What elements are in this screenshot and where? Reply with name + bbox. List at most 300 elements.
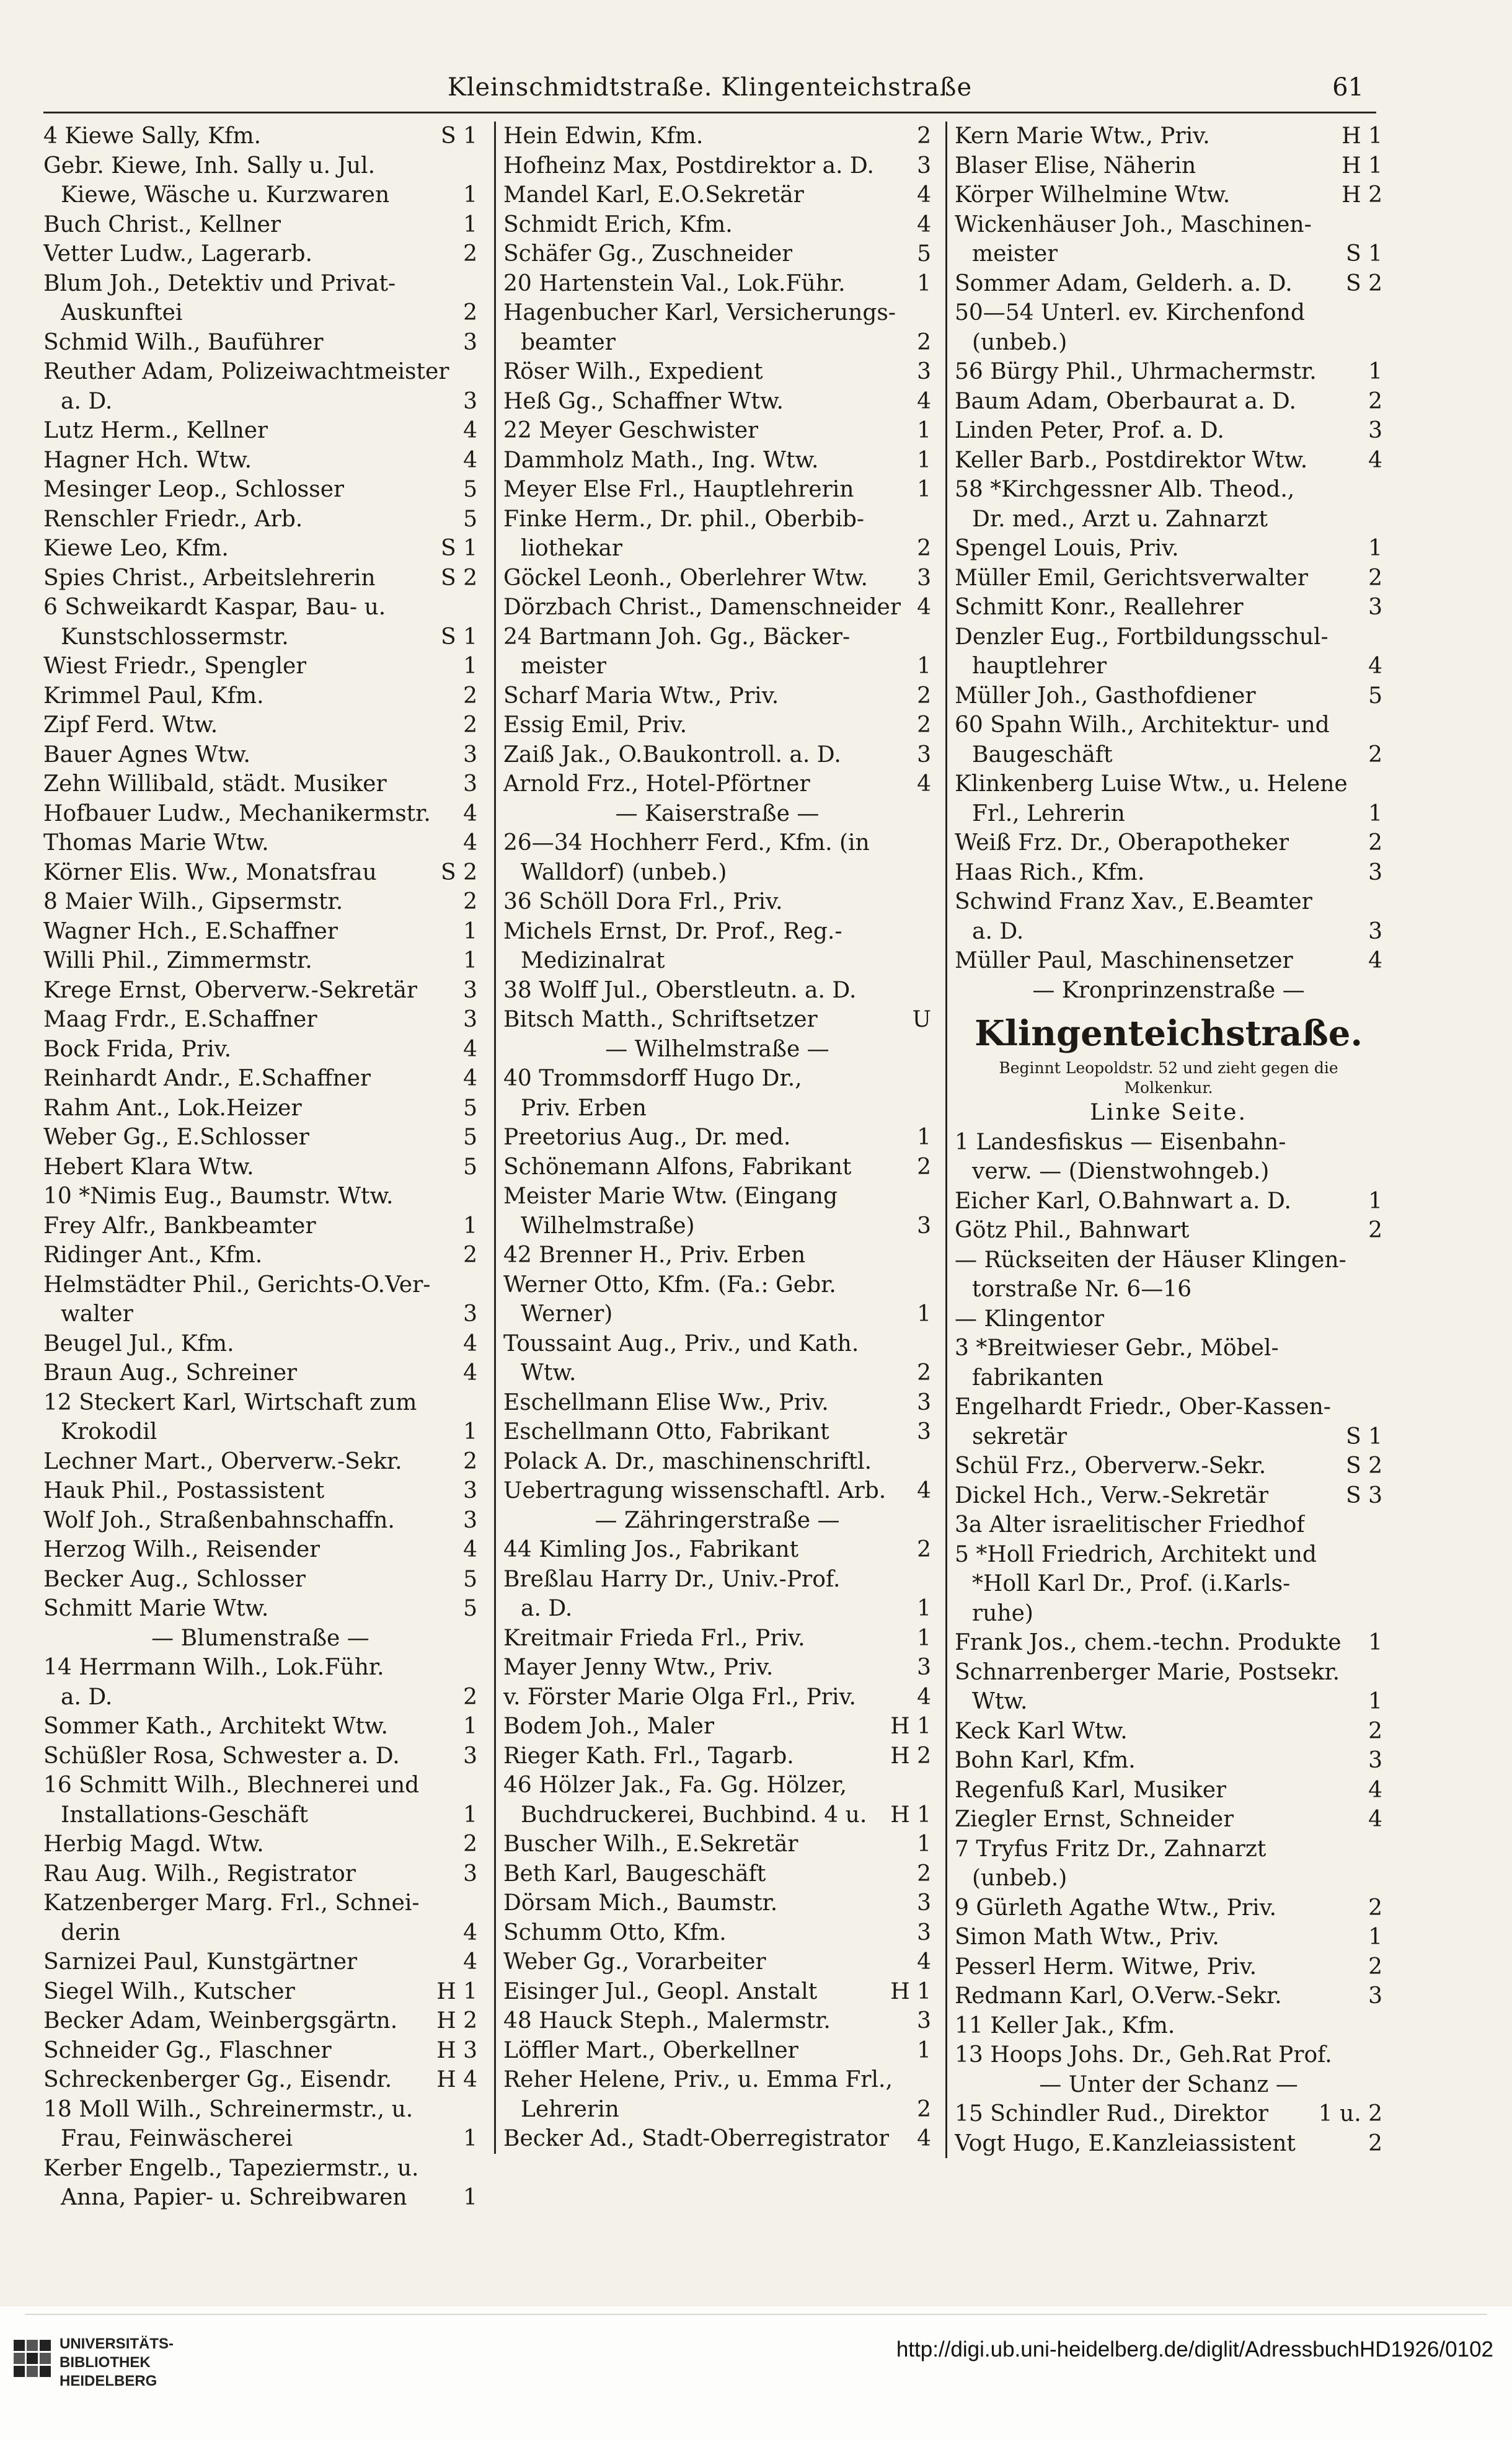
directory-entry bbox=[43, 1447, 477, 1477]
entry-text: ruhe) bbox=[972, 1600, 1033, 1626]
street-divider bbox=[503, 799, 931, 829]
entry-text: Frank Jos., chem.-techn. Produkte bbox=[955, 1630, 1342, 1655]
directory-entry bbox=[503, 887, 931, 917]
entry-text: Vetter Ludw., Lagerarb. bbox=[43, 241, 312, 267]
entry-location: 1 bbox=[917, 1125, 931, 1150]
entry-text: *Holl Karl Dr., Prof. (i.Karls- bbox=[972, 1571, 1291, 1596]
source-url-link[interactable]: http://digi.ub.uni-heidelberg.de/diglit/AdressbuchHD1926/0102 bbox=[896, 2337, 1493, 2362]
entry-text: Dr. med., Arzt u. Zahnarzt bbox=[972, 506, 1268, 532]
directory-entry bbox=[955, 357, 1382, 387]
directory-columns bbox=[43, 122, 1389, 2229]
directory-entry bbox=[503, 1270, 931, 1300]
entry-text: Körper Wilhelmine Wtw. bbox=[955, 182, 1231, 208]
entry-location: 3 bbox=[1368, 418, 1382, 443]
entry-text: Vogt Hugo, E.Kanzleiassistent bbox=[955, 2130, 1296, 2156]
entry-location: 3 bbox=[463, 771, 477, 797]
footer bbox=[0, 2306, 1512, 2439]
entry-text: — Klingentor bbox=[955, 1306, 1105, 1332]
logo-line: UNIVERSITÄTS- bbox=[60, 2335, 174, 2352]
entry-location: S 2 bbox=[440, 859, 477, 885]
entry-text: Katzenberger Marg. Frl., Schnei- bbox=[43, 1890, 420, 1916]
entry-text: a. D. bbox=[972, 918, 1024, 944]
entry-text: Wtw. bbox=[521, 1360, 577, 1386]
entry-location: 3 bbox=[917, 1389, 931, 1415]
entry-text: 5 *Holl Friedrich, Architekt und bbox=[955, 1541, 1317, 1567]
entry-location: 1 bbox=[1368, 800, 1382, 826]
entry-text: Renschler Friedr., Arb. bbox=[43, 506, 303, 532]
entry-text: Müller Joh., Gasthofdiener bbox=[955, 683, 1256, 709]
entry-text: Walldorf) (unbeb.) bbox=[521, 859, 727, 885]
entry-location: 1 u. 2 bbox=[1318, 2101, 1382, 2127]
entry-location: 4 bbox=[463, 1919, 477, 1945]
entry-location: H 1 bbox=[1342, 123, 1382, 149]
directory-entry bbox=[955, 1392, 1382, 1422]
page-number: 61 bbox=[1332, 73, 1364, 102]
directory-entry bbox=[503, 1535, 931, 1565]
directory-entry bbox=[503, 622, 931, 652]
entry-location: S 3 bbox=[1345, 1482, 1382, 1508]
directory-entry bbox=[43, 976, 477, 1006]
entry-location: 1 bbox=[463, 653, 477, 679]
directory-entry bbox=[503, 976, 931, 1006]
directory-entry bbox=[955, 1687, 1382, 1717]
directory-entry bbox=[955, 1746, 1382, 1776]
entry-location: 4 bbox=[463, 1949, 477, 1975]
entry-text: liothekar bbox=[521, 536, 623, 561]
directory-entry bbox=[955, 1805, 1382, 1835]
directory-entry bbox=[43, 799, 477, 829]
entry-location: 2 bbox=[463, 241, 477, 267]
directory-entry bbox=[503, 1182, 931, 1211]
directory-entry bbox=[503, 1064, 931, 1094]
entry-text: Weber Gg., Vorarbeiter bbox=[503, 1949, 766, 1975]
page-title: Kleinschmidtstraße. Klingenteichstraße bbox=[447, 73, 973, 102]
entry-location: 2 bbox=[1368, 565, 1382, 591]
entry-location: 1 bbox=[917, 447, 931, 473]
entry-location: 5 bbox=[463, 1095, 477, 1121]
directory-entry bbox=[43, 1064, 477, 1094]
entry-location: 1 bbox=[917, 418, 931, 443]
directory-entry bbox=[43, 681, 477, 711]
entry-location: S 1 bbox=[440, 123, 477, 149]
directory-entry bbox=[43, 1035, 477, 1065]
entry-text: — Zähringerstraße — bbox=[595, 1507, 840, 1533]
entry-location: 4 bbox=[463, 418, 477, 443]
entry-location: 3 bbox=[463, 1743, 477, 1769]
directory-entry bbox=[955, 475, 1382, 505]
directory-entry bbox=[955, 1717, 1382, 1746]
entry-location: 4 bbox=[463, 800, 477, 826]
entry-location: 1 bbox=[463, 1714, 477, 1739]
directory-entry bbox=[955, 210, 1382, 240]
entry-text: 38 Wolff Jul., Oberstleutn. a. D. bbox=[503, 977, 857, 1003]
directory-entry bbox=[503, 328, 931, 358]
entry-text: Werner Otto, Kfm. (Fa.: Gebr. bbox=[503, 1272, 836, 1298]
entry-location: 4 bbox=[917, 1478, 931, 1503]
street-divider bbox=[955, 2070, 1382, 2100]
directory-entry bbox=[43, 622, 477, 652]
entry-text: Hauk Phil., Postassistent bbox=[43, 1478, 325, 1503]
entry-location: 4 bbox=[917, 1949, 931, 1975]
directory-entry bbox=[955, 1599, 1382, 1629]
directory-entry bbox=[503, 1653, 931, 1683]
entry-text: Müller Paul, Maschinensetzer bbox=[955, 948, 1293, 973]
entry-location: 2 bbox=[1368, 1895, 1382, 1921]
entry-text: 48 Hauck Steph., Malermstr. bbox=[503, 2008, 831, 2034]
entry-text: meister bbox=[972, 241, 1058, 267]
directory-entry bbox=[503, 564, 931, 593]
directory-entry bbox=[43, 1859, 477, 1889]
directory-entry bbox=[955, 1187, 1382, 1216]
entry-text: Frl., Lehrerin bbox=[972, 800, 1125, 826]
entry-text: a. D. bbox=[61, 1684, 113, 1710]
entry-location: 4 bbox=[917, 211, 931, 237]
directory-entry bbox=[955, 1481, 1382, 1511]
street-divider bbox=[503, 1035, 931, 1065]
entry-text: Spies Christ., Arbeitslehrerin bbox=[43, 565, 376, 591]
entry-location: 3 bbox=[917, 565, 931, 591]
logo-line: HEIDELBERG bbox=[60, 2373, 157, 2389]
entry-text: Körner Elis. Ww., Monatsfrau bbox=[43, 859, 377, 885]
entry-text: Baum Adam, Oberbaurat a. D. bbox=[955, 388, 1296, 414]
entry-location: S 1 bbox=[440, 624, 477, 650]
entry-text: Bock Frida, Priv. bbox=[43, 1036, 232, 1062]
entry-text: 9 Gürleth Agathe Wtw., Priv. bbox=[955, 1895, 1277, 1921]
directory-entry bbox=[503, 446, 931, 476]
directory-entry bbox=[503, 387, 931, 417]
entry-text: Sommer Adam, Gelderh. a. D. bbox=[955, 270, 1293, 296]
directory-entry bbox=[955, 1246, 1382, 1275]
directory-entry bbox=[955, 1157, 1382, 1187]
entry-text: Schönemann Alfons, Fabrikant bbox=[503, 1154, 852, 1180]
entry-location: 4 bbox=[917, 388, 931, 414]
entry-location: 4 bbox=[463, 1330, 477, 1357]
directory-entry bbox=[43, 446, 477, 476]
entry-text: fabrikanten bbox=[972, 1365, 1103, 1391]
directory-entry bbox=[503, 1241, 931, 1270]
entry-location: 4 bbox=[917, 595, 931, 620]
directory-entry bbox=[503, 180, 931, 210]
entry-location: 1 bbox=[917, 270, 931, 296]
entry-text: Dickel Hch., Verw.-Sekretär bbox=[955, 1482, 1269, 1508]
directory-entry bbox=[43, 1535, 477, 1565]
entry-text: Redmann Karl, O.Verw.-Sekr. bbox=[955, 1983, 1282, 2009]
library-logo-icon bbox=[12, 2339, 52, 2378]
directory-entry bbox=[43, 1182, 477, 1211]
entry-text: — Kaiserstraße — bbox=[615, 800, 820, 826]
directory-entry bbox=[955, 593, 1382, 622]
entry-text: Zaiß Jak., O.Baukontroll. a. D. bbox=[503, 741, 841, 768]
entry-location: 1 bbox=[917, 1301, 931, 1327]
directory-entry bbox=[955, 122, 1382, 151]
entry-text: 14 Herrmann Wilh., Lok.Führ. bbox=[43, 1655, 384, 1680]
entry-location: 2 bbox=[917, 2096, 931, 2122]
entry-text: Keller Barb., Postdirektor Wtw. bbox=[955, 447, 1308, 473]
entry-location: 3 bbox=[463, 388, 477, 414]
entry-location: H 2 bbox=[890, 1743, 931, 1769]
entry-location: 3 bbox=[463, 329, 477, 355]
entry-text: Herbig Magd. Wtw. bbox=[43, 1831, 264, 1857]
directory-entry bbox=[503, 858, 931, 888]
column-2 bbox=[494, 122, 931, 2154]
directory-entry bbox=[43, 1830, 477, 1859]
entry-text: (unbeb.) bbox=[972, 329, 1068, 355]
entry-text: Bauer Agnes Wtw. bbox=[43, 741, 250, 768]
entry-text: 46 Hölzer Jak., Fa. Gg. Hölzer, bbox=[503, 1773, 847, 1798]
entry-location: 4 bbox=[1368, 1807, 1382, 1832]
directory-entry bbox=[503, 652, 931, 681]
entry-location: 2 bbox=[1368, 741, 1382, 768]
directory-entry bbox=[955, 1835, 1382, 1864]
entry-location: 4 bbox=[917, 182, 931, 208]
entry-location: 1 bbox=[917, 1596, 931, 1621]
entry-text: 12 Steckert Karl, Wirtschaft zum bbox=[43, 1389, 417, 1415]
entry-text: Arnold Frz., Hotel-Pförtner bbox=[503, 771, 810, 797]
entry-text: 10 *Nimis Eug., Baumstr. Wtw. bbox=[43, 1184, 394, 1209]
entry-text: Kern Marie Wtw., Priv. bbox=[955, 123, 1210, 149]
entry-text: Buchdruckerei, Buchbind. 4 u. bbox=[521, 1802, 867, 1828]
entry-location: 2 bbox=[917, 1537, 931, 1562]
directory-entry bbox=[43, 1476, 477, 1506]
entry-text: Reuther Adam, Polizeiwachtmeister bbox=[43, 359, 449, 384]
entry-location: 1 bbox=[917, 2037, 931, 2063]
entry-location: S 2 bbox=[1345, 1453, 1382, 1479]
entry-location: H 2 bbox=[436, 2008, 477, 2034]
directory-entry bbox=[955, 534, 1382, 564]
entry-text: Kerber Engelb., Tapeziermstr., u. bbox=[43, 2155, 419, 2181]
entry-text: 16 Schmitt Wilh., Blechnerei und bbox=[43, 1773, 420, 1798]
entry-location: H 1 bbox=[890, 1802, 931, 1828]
directory-entry bbox=[955, 681, 1382, 711]
entry-text: Ridinger Ant., Kfm. bbox=[43, 1242, 263, 1268]
entry-location: 4 bbox=[463, 447, 477, 473]
entry-text: Michels Ernst, Dr. Prof., Reg.- bbox=[503, 918, 842, 944]
directory-entry bbox=[43, 593, 477, 622]
entry-location: 2 bbox=[917, 1154, 931, 1180]
directory-entry bbox=[503, 416, 931, 446]
entry-text: Eicher Karl, O.Bahnwart a. D. bbox=[955, 1188, 1291, 1214]
directory-entry bbox=[955, 446, 1382, 476]
entry-location: 3 bbox=[463, 1301, 477, 1327]
entry-text: Lutz Herm., Kellner bbox=[43, 418, 268, 443]
directory-entry bbox=[955, 1658, 1382, 1688]
directory-entry bbox=[503, 151, 931, 181]
directory-entry bbox=[43, 122, 477, 151]
directory-entry bbox=[503, 298, 931, 328]
entry-text: Kiewe Leo, Kfm. bbox=[43, 536, 229, 561]
entry-location: H 1 bbox=[890, 1978, 931, 2004]
directory-entry bbox=[43, 387, 477, 417]
directory-entry bbox=[955, 328, 1382, 358]
entry-text: 1 Landesfiskus — Eisenbahn- bbox=[955, 1129, 1286, 1155]
directory-entry bbox=[503, 1123, 931, 1153]
directory-entry bbox=[43, 858, 477, 888]
directory-entry bbox=[503, 710, 931, 740]
entry-text: Becker Adam, Weinbergsgärtn. bbox=[43, 2008, 398, 2034]
directory-entry bbox=[43, 298, 477, 328]
directory-entry bbox=[43, 1388, 477, 1418]
directory-entry bbox=[43, 1005, 477, 1035]
directory-entry bbox=[955, 710, 1382, 740]
entry-location: 1 bbox=[463, 918, 477, 944]
entry-text: Maag Frdr., E.Schaffner bbox=[43, 1007, 317, 1032]
entry-location: 1 bbox=[463, 948, 477, 973]
column-3 bbox=[945, 122, 1382, 2158]
entry-text: Schül Frz., Oberverw.-Sekr. bbox=[955, 1453, 1267, 1479]
entry-location: H 3 bbox=[436, 2037, 477, 2063]
directory-entry bbox=[43, 416, 477, 446]
directory-entry bbox=[503, 1859, 931, 1889]
entry-location: 4 bbox=[917, 1684, 931, 1710]
directory-entry bbox=[43, 534, 477, 564]
directory-entry bbox=[503, 210, 931, 240]
entry-text: Hebert Klara Wtw. bbox=[43, 1154, 254, 1180]
entry-text: Keck Karl Wtw. bbox=[955, 1718, 1128, 1744]
entry-text: Hofheinz Max, Postdirektor a. D. bbox=[503, 153, 874, 179]
entry-location: H 2 bbox=[1342, 182, 1382, 208]
directory-entry bbox=[955, 180, 1382, 210]
library-logo[interactable] bbox=[12, 2331, 211, 2412]
directory-entry bbox=[503, 917, 931, 947]
directory-entry bbox=[955, 622, 1382, 652]
entry-location: 2 bbox=[463, 712, 477, 738]
entry-location: 2 bbox=[1368, 388, 1382, 414]
entry-text: 8 Maier Wilh., Gipsermstr. bbox=[43, 889, 343, 914]
entry-text: Schreckenberger Gg., Eisendr. bbox=[43, 2067, 392, 2092]
entry-location: 5 bbox=[463, 1596, 477, 1621]
entry-location: 1 bbox=[1368, 1188, 1382, 1214]
entry-location: 4 bbox=[1368, 653, 1382, 679]
entry-text: Schumm Otto, Kfm. bbox=[503, 1919, 727, 1945]
entry-text: Thomas Marie Wtw. bbox=[43, 830, 269, 856]
directory-entry bbox=[955, 799, 1382, 829]
footer-divider bbox=[25, 2314, 1487, 2315]
entry-location: 3 bbox=[463, 1861, 477, 1887]
directory-entry bbox=[43, 210, 477, 240]
entry-text: Kreitmair Frieda Frl., Priv. bbox=[503, 1625, 805, 1651]
entry-text: Haas Rich., Kfm. bbox=[955, 859, 1145, 885]
entry-location: 2 bbox=[1368, 2130, 1382, 2156]
directory-entry bbox=[503, 1977, 931, 2007]
entry-text: Buch Christ., Kellner bbox=[43, 211, 281, 237]
directory-entry bbox=[503, 1329, 931, 1359]
entry-text: Weber Gg., E.Schlosser bbox=[43, 1125, 309, 1150]
entry-text: Frey Alfr., Bankbeamter bbox=[43, 1213, 316, 1239]
directory-entry bbox=[43, 652, 477, 681]
entry-location: 2 bbox=[917, 123, 931, 149]
directory-entry bbox=[955, 2129, 1382, 2159]
column-3-bottom bbox=[955, 1128, 1382, 2159]
directory-entry bbox=[955, 1363, 1382, 1393]
directory-entry bbox=[503, 681, 931, 711]
entry-text: Wtw. bbox=[972, 1689, 1028, 1714]
entry-text: Weiß Frz. Dr., Oberapotheker bbox=[955, 830, 1289, 856]
entry-location: 5 bbox=[463, 1566, 477, 1592]
entry-location: 2 bbox=[917, 712, 931, 738]
entry-text: Rau Aug. Wilh., Registrator bbox=[43, 1861, 356, 1887]
directory-entry bbox=[955, 1952, 1382, 1982]
entry-location: 1 bbox=[463, 1419, 477, 1445]
entry-text: Regenfuß Karl, Musiker bbox=[955, 1777, 1227, 1803]
entry-text: Finke Herm., Dr. phil., Oberbib- bbox=[503, 506, 865, 532]
entry-location: 4 bbox=[463, 1066, 477, 1091]
entry-location: 1 bbox=[463, 2185, 477, 2210]
entry-text: Buscher Wilh., E.Sekretär bbox=[503, 1831, 798, 1857]
entry-text: v. Förster Marie Olga Frl., Priv. bbox=[503, 1684, 857, 1710]
entry-location: 4 bbox=[463, 1036, 477, 1062]
directory-entry bbox=[955, 2011, 1382, 2041]
directory-entry bbox=[43, 1742, 477, 1771]
directory-entry bbox=[955, 1216, 1382, 1246]
entry-text: Schnarrenberger Marie, Postsekr. bbox=[955, 1659, 1340, 1685]
directory-entry bbox=[43, 946, 477, 976]
entry-text: Denzler Eug., Fortbildungsschul- bbox=[955, 624, 1329, 650]
directory-entry bbox=[955, 505, 1382, 534]
side-label: Linke Seite. bbox=[1090, 1100, 1247, 1125]
entry-location: 3 bbox=[917, 2008, 931, 2034]
entry-location: S 2 bbox=[1345, 270, 1382, 296]
entry-location: 3 bbox=[1368, 918, 1382, 944]
directory-entry bbox=[43, 269, 477, 299]
entry-location: 2 bbox=[917, 683, 931, 709]
directory-entry bbox=[503, 239, 931, 269]
entry-text: verw. — (Dienstwohngeb.) bbox=[972, 1159, 1270, 1184]
directory-entry bbox=[955, 946, 1382, 976]
entry-text: Zehn Willibald, städt. Musiker bbox=[43, 771, 387, 797]
entry-location: 3 bbox=[917, 1419, 931, 1445]
entry-text: Beugel Jul., Kfm. bbox=[43, 1330, 234, 1357]
directory-entry bbox=[955, 828, 1382, 858]
directory-entry bbox=[503, 1388, 931, 1418]
entry-text: 3a Alter israelitischer Friedhof bbox=[955, 1512, 1305, 1538]
directory-entry bbox=[955, 740, 1382, 770]
entry-text: Sarnizei Paul, Kunstgärtner bbox=[43, 1949, 358, 1975]
entry-location: 4 bbox=[917, 2126, 931, 2151]
entry-text: Mayer Jenny Wtw., Priv. bbox=[503, 1655, 774, 1680]
directory-entry bbox=[43, 828, 477, 858]
directory-entry bbox=[503, 1888, 931, 1918]
entry-text: Bodem Joh., Maler bbox=[503, 1714, 715, 1739]
logo-line: BIBLIOTHEK bbox=[60, 2354, 151, 2371]
street-note: Beginnt Leopoldstr. 52 und zieht gegen die Molkenkur. bbox=[999, 1059, 1338, 1097]
entry-text: Sommer Kath., Architekt Wtw. bbox=[43, 1714, 388, 1739]
entry-text: Wagner Hch., E.Schaffner bbox=[43, 918, 338, 944]
entry-text: Siegel Wilh., Kutscher bbox=[43, 1978, 295, 2004]
entry-location: 3 bbox=[917, 1655, 931, 1680]
entry-text: Meyer Else Frl., Hauptlehrerin bbox=[503, 477, 854, 502]
column-3-top bbox=[955, 122, 1382, 1005]
directory-entry bbox=[503, 1830, 931, 1859]
entry-location: 2 bbox=[917, 1360, 931, 1386]
entry-text: Schmid Wilh., Bauführer bbox=[43, 329, 324, 355]
directory-entry bbox=[43, 769, 477, 799]
directory-entry bbox=[955, 269, 1382, 299]
entry-location: 4 bbox=[917, 771, 931, 797]
entry-location: 2 bbox=[463, 1684, 477, 1710]
entry-text: walter bbox=[61, 1301, 133, 1327]
entry-text: derin bbox=[61, 1919, 121, 1945]
entry-text: (unbeb.) bbox=[972, 1866, 1068, 1891]
entry-text: 7 Tryfus Fritz Dr., Zahnarzt bbox=[955, 1836, 1267, 1862]
directory-entry bbox=[503, 1683, 931, 1712]
directory-entry bbox=[503, 1417, 931, 1447]
directory-entry bbox=[955, 1776, 1382, 1805]
entry-text: Reher Helene, Priv., u. Emma Frl., bbox=[503, 2067, 893, 2092]
entry-text: Kunstschlossermstr. bbox=[61, 624, 289, 650]
entry-text: 58 *Kirchgessner Alb. Theod., bbox=[955, 477, 1295, 502]
entry-text: Willi Phil., Zimmermstr. bbox=[43, 948, 312, 973]
entry-text: Blaser Elise, Näherin bbox=[955, 153, 1196, 179]
